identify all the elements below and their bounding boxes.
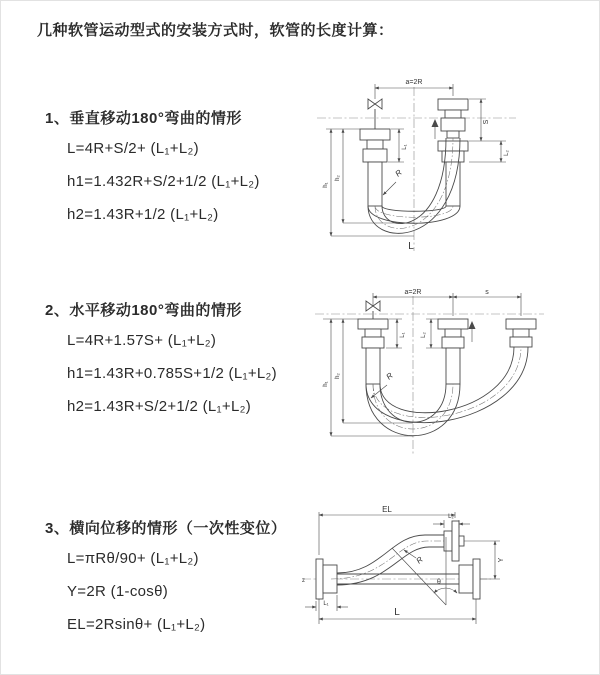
dim-label-l: L — [394, 607, 400, 618]
right-fitting-moved-position — [438, 99, 468, 138]
formula-length: L=4R+S/2+ (L₁+L₂) — [67, 140, 199, 157]
dim-label-span: a=2R — [405, 79, 423, 86]
section-2-heading: 2、水平移动180°弯曲的情形 — [45, 302, 242, 319]
section-1-heading: 1、垂直移动180°弯曲的情形 — [45, 110, 242, 127]
formula-h2: h2=1.43R+S/2+1/2 (L₁+L₂) — [67, 398, 252, 415]
right-fitting-moved-position — [506, 319, 536, 347]
section-horizontal-movement — [1, 299, 311, 429]
section-vertical-movement — [1, 107, 311, 237]
dim-label-l2: L₂ — [421, 332, 427, 338]
dim-l2-upper-fitting — [433, 514, 470, 528]
dim-label-el: EL — [382, 505, 392, 514]
dim-label-h1: h₁ — [323, 182, 329, 188]
valve-icon — [368, 99, 382, 129]
formula-length: L=4R+1.57S+ (L₁+L₂) — [67, 332, 217, 349]
dim-l-overall — [319, 599, 476, 624]
dim-label-l2: L₂ — [504, 150, 510, 156]
radius-label: R — [384, 370, 395, 382]
braid-section — [366, 348, 380, 384]
dim-l1-fitting-length — [388, 129, 408, 162]
braid-section — [446, 162, 460, 206]
formula-length: L=πRθ/90+ (L₁+L₂) — [67, 550, 199, 567]
section-lateral-displacement — [1, 517, 311, 647]
dim-label-l1: L₁ — [400, 332, 406, 338]
right-flange-original-position — [459, 559, 480, 599]
diagram-horizontal-movement — [309, 284, 594, 466]
dim-label-y: Y — [498, 557, 505, 563]
dim-label-l1: L₁ — [323, 601, 329, 607]
formula-h2: h2=1.43R+1/2 (L₁+L₂) — [67, 206, 219, 223]
diagram-vertical-movement — [311, 73, 591, 259]
length-label: L — [408, 241, 414, 252]
middle-fitting-original-position — [438, 319, 468, 384]
movement-arrow-icon — [432, 119, 439, 139]
formula-y: Y=2R (1-cosθ) — [67, 583, 169, 600]
formula-h1: h1=1.43R+0.785S+1/2 (L₁+L₂) — [67, 365, 277, 382]
dim-span-a2r-and-s — [373, 289, 521, 316]
displaced-hose-s-curve — [331, 535, 451, 585]
dim-label-s: S — [483, 119, 490, 125]
braid-section — [446, 348, 460, 384]
dim-label-span: a=2R — [404, 289, 422, 296]
dim-label-l2: L₂ — [448, 514, 454, 520]
formula-h1: h1=1.432R+S/2+1/2 (L₁+L₂) — [67, 173, 260, 190]
centerline-mark: z — [302, 578, 305, 584]
dim-s-vertical-travel — [469, 99, 510, 162]
dim-el — [319, 505, 455, 555]
section-3-heading: 3、横向位移的情形（一次性变位） — [45, 520, 287, 537]
radius-label: R — [414, 554, 425, 566]
dim-label-h2: h₂ — [335, 175, 341, 181]
page-title: 几种软管运动型式的安装方式时，软管的长度计算： — [37, 22, 394, 39]
left-hose-fitting — [360, 129, 390, 206]
upper-flange-displaced-position — [444, 521, 464, 561]
radius-label: R — [393, 167, 404, 179]
dim-label-h2: h₂ — [335, 373, 341, 379]
movement-arrow-icon — [469, 321, 476, 342]
dim-l1-fitting-length — [386, 319, 406, 348]
centerlines — [317, 87, 516, 251]
diagram-lateral-displacement — [299, 501, 594, 641]
formula-el: EL=2Rsinθ+ (L₁+L₂) — [67, 616, 206, 633]
dim-l1-left-fitting — [305, 595, 348, 611]
dim-label-s: s — [485, 289, 489, 296]
radius-callout — [404, 550, 425, 566]
angle-label: θ — [437, 579, 441, 586]
dim-label-l1: L₁ — [402, 144, 408, 150]
braid-section — [368, 162, 382, 206]
dim-label-h1: h₁ — [323, 381, 329, 387]
radius-callout — [383, 168, 404, 195]
